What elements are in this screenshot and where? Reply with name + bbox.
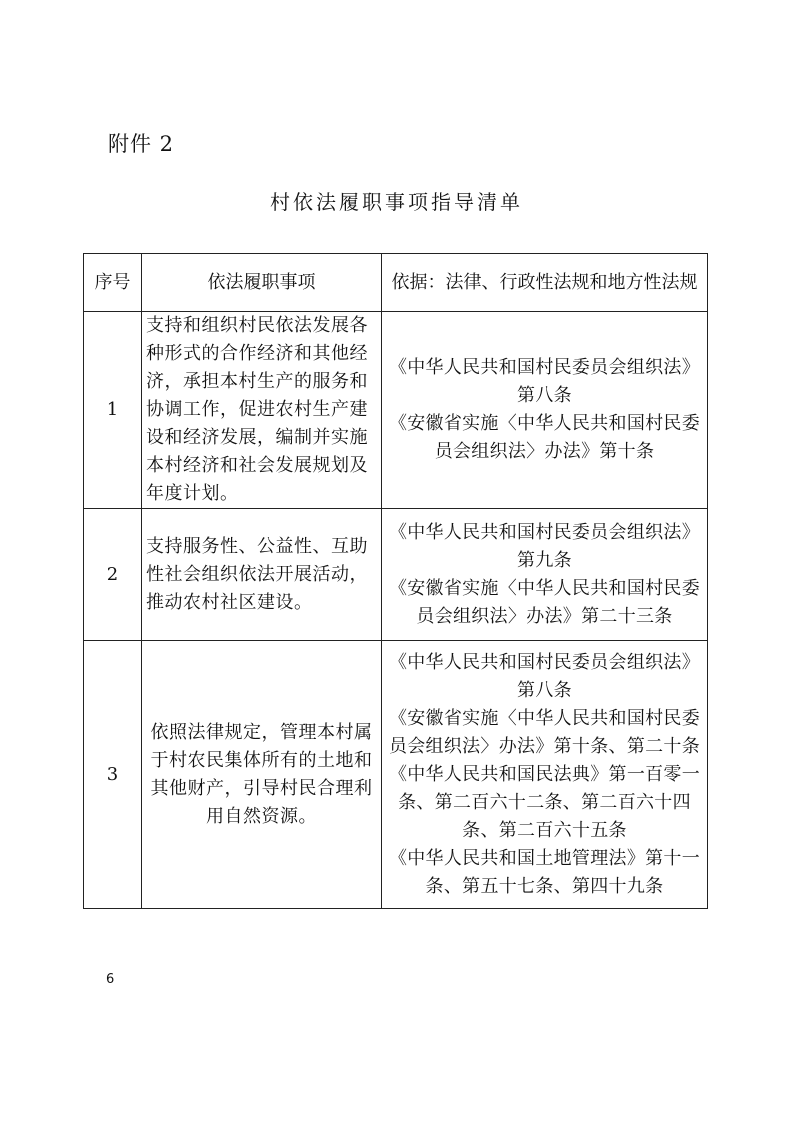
legal-basis-entry: 《安徽省实施〈中华人民共和国村民委员会组织法〉办法》第二十三条 <box>388 577 701 627</box>
row-duty-item: 依照法律规定，管理本村属于村农民集体所有的土地和其他财产，引导村民合理利用自然资源。 <box>142 641 382 909</box>
table-header-row <box>84 254 708 312</box>
legal-basis-entry: 《中华人民共和国村民委员会组织法》第八条 <box>388 357 701 406</box>
row-duty-item: 支持和组织村民依法发展各种形式的合作经济和其他经济，承担本村生产的服务和协调工作，促进农村生产建设和经济发展，编制并实施本村经济和社会发展规划及年度计划。 <box>142 312 382 509</box>
legal-basis-entry: 《安徽省实施〈中华人民共和国村民委员会组织法〉办法》第十条、第二十条 <box>388 707 701 757</box>
page-number: 6 <box>106 972 115 987</box>
table-row <box>84 509 708 641</box>
legal-basis-entry: 《安徽省实施〈中华人民共和国村民委员会组织法〉办法》第十条 <box>388 413 701 462</box>
row-legal-basis <box>382 509 708 641</box>
row-duty-item: 支持服务性、公益性、互助性社会组织依法开展活动，推动农村社区建设。 <box>142 509 382 641</box>
document-title: 村依法履职事项指导清单 <box>270 190 523 214</box>
row-legal-basis <box>382 641 708 909</box>
header-legal-basis: 依据：法律、行政性法规和地方性法规 <box>382 254 708 312</box>
legal-basis-entry: 《中华人民共和国村民委员会组织法》第八条 <box>388 651 701 701</box>
table-row <box>84 641 708 909</box>
attachment-label: 附件 2 <box>108 132 175 156</box>
table-row <box>84 312 708 509</box>
row-serial-number: 2 <box>84 509 142 641</box>
legal-basis-entry: 《中华人民共和国民法典》第一百零一条、第二百六十二条、第二百六十四条、第二百六十五条 <box>388 763 701 841</box>
legal-basis-entry: 《中华人民共和国土地管理法》第十一条、第五十七条、第四十九条 <box>388 847 701 897</box>
row-serial-number: 3 <box>84 641 142 909</box>
row-serial-number: 1 <box>84 312 142 509</box>
row-legal-basis <box>382 312 708 509</box>
duty-list-table <box>83 253 708 909</box>
header-serial-number: 序号 <box>84 254 142 312</box>
header-duty-item: 依法履职事项 <box>142 254 382 312</box>
legal-basis-entry: 《中华人民共和国村民委员会组织法》第九条 <box>388 521 701 571</box>
